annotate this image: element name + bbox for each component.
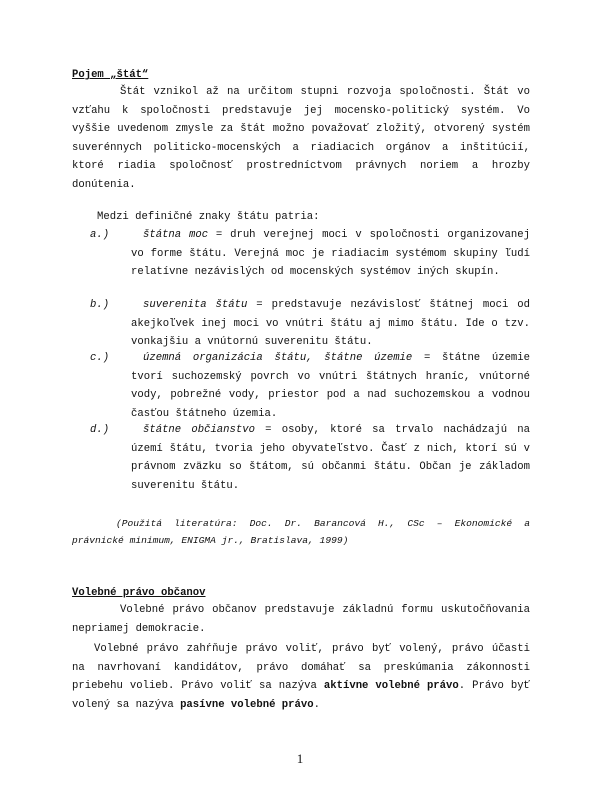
section-heading-volebne-pravo: Volebné právo občanov bbox=[72, 587, 206, 599]
list-item-letter: a.) bbox=[90, 229, 110, 241]
paragraph-text: Volebné právo občanov predstavuje základnú formu uskutočňovania nepriamej demokracie. bbox=[72, 604, 530, 635]
list-item-body bbox=[131, 421, 530, 495]
list-item bbox=[90, 226, 530, 282]
section-heading-pojem-stat: Pojem „štát“ bbox=[72, 69, 149, 81]
list-intro: Medzi definičné znaky štátu patria: bbox=[97, 211, 320, 223]
list-item bbox=[90, 296, 530, 352]
list-item-letter: b.) bbox=[90, 299, 110, 311]
list-item-text: = predstavuje nezávislosť štátnej moci od akejkoľvek inej moci vo vnútri štátu aj mimo štátu. Ide o tzv. vonkajšiu a vnútornú suverenitu štátu. bbox=[131, 299, 530, 349]
term-pasivne-volebne-pravo: pasívne volebné právo bbox=[180, 698, 314, 711]
intro-paragraph bbox=[72, 83, 530, 195]
list-item-text: = druh verejnej moci v spoločnosti organizovanej vo forme štátu. Verejná moc je riadiacim systémom skupiny ľudí relatívne nezávislých od mocenských systémov iných skupín. bbox=[131, 229, 530, 279]
list-item-body bbox=[131, 349, 530, 423]
term-aktivne-volebne-pravo: aktívne volebné právo bbox=[323, 680, 459, 693]
list-item-letter: d.) bbox=[90, 424, 110, 436]
citation-text: (Použitá literatúra: Doc. Dr. Barancová H., CSc – Ekonomické a právnické minimum, ENIGMA jr., Bratislava, 1999) bbox=[72, 518, 530, 546]
list-item-body bbox=[131, 226, 530, 282]
paragraph-text: Volebné právo zahŕňuje právo voliť, právo byť volený, právo účasti na navrhovaní kandidátov, právo domáhať sa preskúmania zákonnosti priebehu volieb. Právo voliť sa nazýva bbox=[72, 643, 530, 693]
volebne-pravo-paragraph-2 bbox=[72, 640, 530, 714]
list-item-term: štátna moc bbox=[143, 229, 209, 241]
literature-citation bbox=[72, 515, 530, 549]
list-item-text: = štátne územie tvorí suchozemský povrch vo vnútri štátnych hraníc, vnútorné vody, pobrežné vody, priestor pod a nad suchozemskou a vodnou časťou štátneho územia. bbox=[131, 352, 531, 420]
list-item bbox=[90, 421, 530, 495]
list-item bbox=[90, 349, 530, 423]
paragraph-text: . Právo byť volený sa nazýva bbox=[72, 680, 530, 711]
intro-text: Štát vznikol až na určitom stupni rozvoja spoločnosti. Štát vo vzťahu k spoločnosti predstavuje jej mocensko-politický systém. Vo vyššie uvedenom zmysle za štát možno považovať zložitý, otvorený systém suverénnych politicko-mocenských a riadiacich orgánov a inštitúcií, ktoré riadia spoločnosť prostredníctvom právnych noriem a hrozby donútenia. bbox=[72, 86, 530, 191]
page-number: 1 bbox=[296, 751, 304, 766]
paragraph-text: . bbox=[313, 698, 320, 711]
list-item-term: územná organizácia štátu, štátne územie bbox=[143, 352, 413, 364]
volebne-pravo-paragraph-1 bbox=[72, 601, 530, 638]
list-item-term: suverenita štátu bbox=[143, 299, 248, 311]
list-item-body bbox=[131, 296, 530, 352]
list-item-letter: c.) bbox=[90, 352, 110, 364]
list-item-text: = osoby, ktoré sa trvalo nachádzajú na území štátu, tvoria jeho obyvateľstvo. Časť z nich, ktorí sú v právnom zväzku so štátom, sú občanmi štátu. Občan je základom suverenitu štátu. bbox=[131, 424, 530, 492]
list-item-term: štátne občianstvo bbox=[143, 424, 255, 436]
